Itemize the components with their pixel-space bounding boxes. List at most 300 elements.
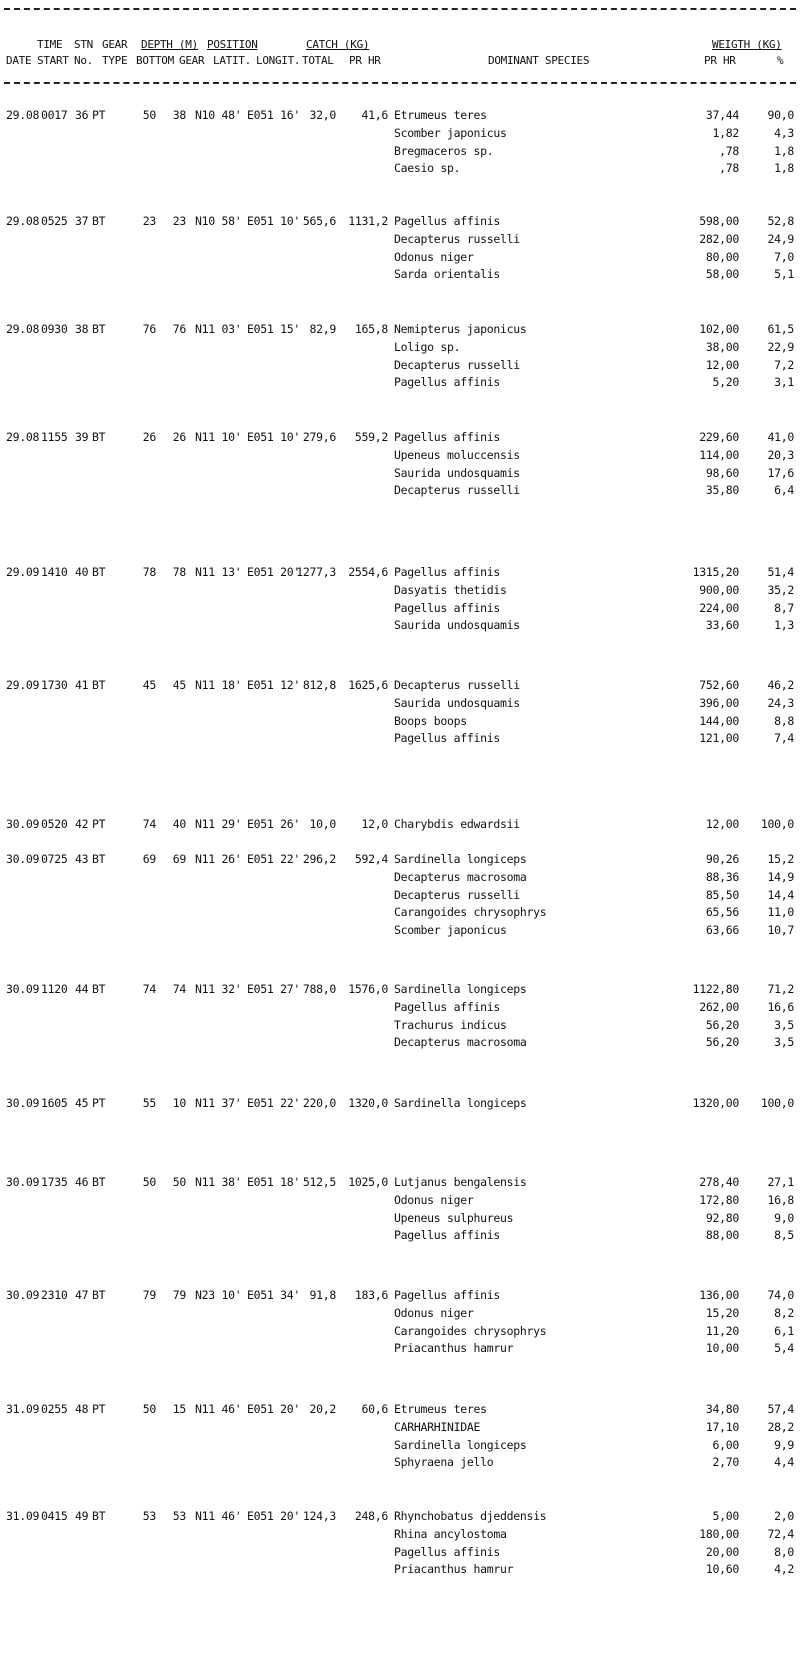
station-prhr: 60,6 (361, 1402, 388, 1416)
species-name: Priacanthus hamrur (394, 1562, 514, 1577)
station-total: 512,5 (302, 1175, 336, 1189)
station-stn: 47 (75, 1288, 89, 1302)
species-weight-prhr: ,78 (719, 161, 739, 176)
station-lat: N23 10' (195, 1288, 242, 1302)
station-stn: 42 (75, 817, 89, 831)
species-percent: 7,4 (774, 731, 794, 746)
species-percent: 51,4 (767, 565, 794, 579)
station-lat: N11 46' (195, 1509, 242, 1523)
station-time: 1155 (41, 430, 68, 444)
station-gear: 38 (172, 108, 186, 122)
species-percent: 3,1 (774, 375, 794, 390)
station-time: 0930 (41, 322, 68, 336)
station-bottom: 50 (142, 108, 156, 122)
station-bottom: 78 (142, 565, 156, 579)
species-name: Sardinella longiceps (394, 1437, 527, 1452)
station-stn: 49 (75, 1509, 89, 1523)
species-weight-prhr: 56,20 (705, 1035, 739, 1050)
species-percent: 5,1 (774, 267, 794, 282)
station-stn: 41 (75, 678, 89, 692)
species-percent: 14,9 (767, 869, 794, 884)
station-type: BT (92, 322, 106, 336)
species-weight-prhr: 12,00 (705, 817, 739, 831)
station-time: 1120 (41, 982, 68, 996)
station-lat: N10 48' (195, 108, 242, 122)
species-percent: 17,6 (767, 465, 794, 480)
station-stn: 45 (75, 1096, 89, 1110)
station-bottom: 50 (142, 1402, 156, 1416)
station-gear: 23 (172, 214, 186, 228)
station-time: 0017 (41, 108, 68, 122)
species-name: Rhina ancylostoma (394, 1526, 507, 1541)
station-type: PT (92, 817, 106, 831)
station-lat: N11 38' (195, 1175, 242, 1189)
station-prhr: 592,4 (354, 852, 388, 866)
station-total: 91,8 (309, 1288, 336, 1302)
station-date: 31.09 (6, 1509, 40, 1523)
station-bottom: 55 (142, 1096, 156, 1110)
species-name: Pagellus affinis (394, 214, 500, 228)
station-prhr: 1131,2 (348, 214, 388, 228)
station-stn: 44 (75, 982, 89, 996)
species-percent: 9,0 (774, 1210, 794, 1225)
station-type: BT (92, 852, 106, 866)
species-weight-prhr: 58,00 (705, 267, 739, 282)
station-bottom: 79 (142, 1288, 156, 1302)
species-weight-prhr: 2,70 (712, 1455, 739, 1470)
station-lat: N11 13' (195, 565, 242, 579)
species-name: Odonus niger (394, 249, 474, 264)
species-weight-prhr: 33,60 (705, 618, 739, 633)
species-weight-prhr: 63,66 (705, 923, 739, 938)
station-total: 32,0 (309, 108, 336, 122)
species-name: Caesio sp. (394, 161, 461, 176)
species-name: Loligo sp. (394, 339, 461, 354)
station-total: 279,6 (302, 430, 336, 444)
species-weight-prhr: 80,00 (705, 249, 739, 264)
station-lat: N11 32' (195, 982, 242, 996)
station-stn: 38 (75, 322, 89, 336)
header-weigth: WEIGTH (KG) (712, 38, 782, 51)
header-latit: LATIT. (213, 54, 251, 67)
species-percent: 24,9 (767, 231, 794, 246)
station-prhr: 559,2 (354, 430, 388, 444)
station-bottom: 74 (142, 817, 156, 831)
species-weight-prhr: 282,00 (699, 231, 739, 246)
species-name: Boops boops (394, 713, 467, 728)
station-type: BT (92, 430, 106, 444)
species-weight-prhr: 136,00 (699, 1288, 739, 1302)
species-percent: 1,8 (774, 161, 794, 176)
species-name: Scomber japonicus (394, 125, 507, 140)
station-date: 29.08 (6, 108, 40, 122)
species-weight-prhr: 278,40 (699, 1175, 739, 1189)
species-name: Pagellus affinis (394, 565, 500, 579)
species-weight-prhr: 98,60 (705, 465, 739, 480)
station-lon: E051 22' (247, 1096, 300, 1110)
species-name: Upeneus sulphureus (394, 1210, 514, 1225)
station-gear: 69 (172, 852, 186, 866)
species-name: Decapterus russelli (394, 887, 520, 902)
station-prhr: 1025,0 (348, 1175, 388, 1189)
species-weight-prhr: 1122,80 (692, 982, 739, 996)
species-percent: 14,4 (767, 887, 794, 902)
species-percent: 1,8 (774, 143, 794, 158)
species-percent: 61,5 (767, 322, 794, 336)
station-gear: 74 (172, 982, 186, 996)
header-position: POSITION (207, 38, 258, 51)
species-name: Etrumeus teres (394, 108, 487, 122)
species-percent: 90,0 (767, 108, 794, 122)
species-weight-prhr: 6,00 (712, 1437, 739, 1452)
station-total: 1277,3 (296, 565, 336, 579)
species-name: Saurida undosquamis (394, 695, 520, 710)
header-stn: STN (74, 38, 93, 51)
species-weight-prhr: 10,60 (705, 1562, 739, 1577)
station-lon: E051 34' (247, 1288, 300, 1302)
station-time: 1605 (41, 1096, 68, 1110)
species-percent: 8,7 (774, 600, 794, 615)
species-percent: 8,0 (774, 1544, 794, 1559)
station-time: 0525 (41, 214, 68, 228)
species-name: Lutjanus bengalensis (394, 1175, 527, 1189)
station-time: 1735 (41, 1175, 68, 1189)
species-name: Saurida undosquamis (394, 618, 520, 633)
species-weight-prhr: 88,36 (705, 869, 739, 884)
station-type: BT (92, 214, 106, 228)
station-lon: E051 16' (247, 108, 300, 122)
species-percent: 6,4 (774, 483, 794, 498)
station-total: 20,2 (309, 1402, 336, 1416)
station-date: 30.09 (6, 982, 40, 996)
station-total: 10,0 (309, 817, 336, 831)
species-weight-prhr: 1315,20 (692, 565, 739, 579)
species-weight-prhr: 121,00 (699, 731, 739, 746)
station-date: 29.08 (6, 322, 40, 336)
station-stn: 37 (75, 214, 89, 228)
species-weight-prhr: 1,82 (712, 125, 739, 140)
species-weight-prhr: 900,00 (699, 582, 739, 597)
species-name: Decapterus macrosoma (394, 869, 527, 884)
header-catch: CATCH (KG) (306, 38, 370, 51)
station-lon: E051 10' (247, 214, 300, 228)
station-gear: 79 (172, 1288, 186, 1302)
header-type: TYPE (102, 54, 128, 67)
species-weight-prhr: 12,00 (705, 357, 739, 372)
station-type: PT (92, 1096, 106, 1110)
station-type: PT (92, 1402, 106, 1416)
station-lon: E051 27' (247, 982, 300, 996)
species-name: Sarda orientalis (394, 267, 500, 282)
station-date: 30.09 (6, 817, 40, 831)
station-stn: 40 (75, 565, 89, 579)
species-name: Pagellus affinis (394, 1288, 500, 1302)
species-weight-prhr: ,78 (719, 143, 739, 158)
header-dashed-rule (4, 82, 796, 84)
species-weight-prhr: 144,00 (699, 713, 739, 728)
species-percent: 6,1 (774, 1323, 794, 1338)
species-percent: 46,2 (767, 678, 794, 692)
station-stn: 48 (75, 1402, 89, 1416)
station-date: 30.09 (6, 1096, 40, 1110)
species-percent: 100,0 (760, 817, 794, 831)
species-percent: 22,9 (767, 339, 794, 354)
station-lat: N11 46' (195, 1402, 242, 1416)
station-prhr: 248,6 (354, 1509, 388, 1523)
species-weight-prhr: 752,60 (699, 678, 739, 692)
species-name: Sardinella longiceps (394, 852, 527, 866)
station-time: 0415 (41, 1509, 68, 1523)
station-lat: N11 26' (195, 852, 242, 866)
species-percent: 3,5 (774, 1017, 794, 1032)
station-stn: 39 (75, 430, 89, 444)
species-name: Trachurus indicus (394, 1017, 507, 1032)
station-total: 296,2 (302, 852, 336, 866)
station-date: 29.09 (6, 565, 40, 579)
station-total: 788,0 (302, 982, 336, 996)
station-lon: E051 20' (247, 565, 300, 579)
species-percent: 8,5 (774, 1228, 794, 1243)
species-name: Pagellus affinis (394, 1544, 500, 1559)
station-lon: E051 26' (247, 817, 300, 831)
station-time: 0725 (41, 852, 68, 866)
species-name: Decapterus russelli (394, 678, 520, 692)
species-weight-prhr: 229,60 (699, 430, 739, 444)
species-percent: 52,8 (767, 214, 794, 228)
species-name: Etrumeus teres (394, 1402, 487, 1416)
station-total: 124,3 (302, 1509, 336, 1523)
species-name: Decapterus russelli (394, 483, 520, 498)
species-name: Carangoides chrysophrys (394, 905, 547, 920)
species-percent: 4,4 (774, 1455, 794, 1470)
species-weight-prhr: 11,20 (705, 1323, 739, 1338)
species-weight-prhr: 92,80 (705, 1210, 739, 1225)
species-percent: 2,0 (774, 1509, 794, 1523)
species-name: Rhynchobatus djeddensis (394, 1509, 547, 1523)
species-weight-prhr: 224,00 (699, 600, 739, 615)
species-weight-prhr: 38,00 (705, 339, 739, 354)
station-prhr: 1576,0 (348, 982, 388, 996)
species-name: Decapterus russelli (394, 231, 520, 246)
station-prhr: 12,0 (361, 817, 388, 831)
species-name: Decapterus macrosoma (394, 1035, 527, 1050)
species-name: Pagellus affinis (394, 430, 500, 444)
station-gear: 53 (172, 1509, 186, 1523)
header-bottom: BOTTOM (136, 54, 174, 67)
species-name: CARHARHINIDAE (394, 1419, 481, 1434)
station-type: BT (92, 1509, 106, 1523)
header-prhr: PR HR (349, 54, 381, 67)
station-prhr: 1320,0 (348, 1096, 388, 1110)
species-weight-prhr: 102,00 (699, 322, 739, 336)
station-date: 31.09 (6, 1402, 40, 1416)
header-no: No. (74, 54, 93, 67)
species-weight-prhr: 88,00 (705, 1228, 739, 1243)
species-percent: 74,0 (767, 1288, 794, 1302)
station-prhr: 2554,6 (348, 565, 388, 579)
species-name: Upeneus moluccensis (394, 447, 520, 462)
species-name: Pagellus affinis (394, 731, 500, 746)
station-type: BT (92, 1175, 106, 1189)
station-time: 1730 (41, 678, 68, 692)
species-weight-prhr: 598,00 (699, 214, 739, 228)
species-percent: 24,3 (767, 695, 794, 710)
species-weight-prhr: 180,00 (699, 1526, 739, 1541)
station-prhr: 1625,6 (348, 678, 388, 692)
header-gear-depth: GEAR (179, 54, 205, 67)
species-percent: 27,1 (767, 1175, 794, 1189)
species-name: Priacanthus hamrur (394, 1341, 514, 1356)
station-date: 29.09 (6, 678, 40, 692)
species-weight-prhr: 114,00 (699, 447, 739, 462)
station-type: PT (92, 108, 106, 122)
station-total: 812,8 (302, 678, 336, 692)
species-percent: 4,2 (774, 1562, 794, 1577)
station-lat: N11 18' (195, 678, 242, 692)
species-weight-prhr: 15,20 (705, 1305, 739, 1320)
station-lat: N11 10' (195, 430, 242, 444)
species-weight-prhr: 396,00 (699, 695, 739, 710)
top-dashed-rule (4, 8, 796, 10)
station-date: 30.09 (6, 1288, 40, 1302)
species-name: Sardinella longiceps (394, 1096, 527, 1110)
species-percent: 57,4 (767, 1402, 794, 1416)
station-type: BT (92, 678, 106, 692)
species-weight-prhr: 262,00 (699, 999, 739, 1014)
station-bottom: 69 (142, 852, 156, 866)
station-bottom: 76 (142, 322, 156, 336)
species-name: Decapterus russelli (394, 357, 520, 372)
station-date: 30.09 (6, 852, 40, 866)
station-bottom: 50 (142, 1175, 156, 1189)
species-percent: 3,5 (774, 1035, 794, 1050)
station-lat: N11 37' (195, 1096, 242, 1110)
species-name: Saurida undosquamis (394, 465, 520, 480)
species-weight-prhr: 34,80 (705, 1402, 739, 1416)
species-weight-prhr: 10,00 (705, 1341, 739, 1356)
species-percent: 7,0 (774, 249, 794, 264)
species-name: Dasyatis thetidis (394, 582, 507, 597)
header-dominant-species: DOMINANT SPECIES (488, 54, 590, 67)
species-weight-prhr: 5,20 (712, 375, 739, 390)
station-bottom: 26 (142, 430, 156, 444)
species-name: Odonus niger (394, 1192, 474, 1207)
species-weight-prhr: 35,80 (705, 483, 739, 498)
station-lon: E051 22' (247, 852, 300, 866)
species-weight-prhr: 56,20 (705, 1017, 739, 1032)
species-weight-prhr: 85,50 (705, 887, 739, 902)
species-name: Nemipterus japonicus (394, 322, 527, 336)
species-percent: 11,0 (767, 905, 794, 920)
species-percent: 28,2 (767, 1419, 794, 1434)
species-percent: 100,0 (760, 1096, 794, 1110)
species-name: Pagellus affinis (394, 999, 500, 1014)
station-stn: 36 (75, 108, 89, 122)
station-total: 82,9 (309, 322, 336, 336)
species-percent: 1,3 (774, 618, 794, 633)
species-weight-prhr: 20,00 (705, 1544, 739, 1559)
station-gear: 76 (172, 322, 186, 336)
header-time: TIME (37, 38, 63, 51)
station-date: 29.08 (6, 214, 40, 228)
species-percent: 7,2 (774, 357, 794, 372)
species-name: Scomber japonicus (394, 923, 507, 938)
species-percent: 4,3 (774, 125, 794, 140)
species-name: Odonus niger (394, 1305, 474, 1320)
species-name: Sphyraena jello (394, 1455, 494, 1470)
species-weight-prhr: 5,00 (712, 1509, 739, 1523)
species-weight-prhr: 172,80 (699, 1192, 739, 1207)
station-gear: 10 (172, 1096, 186, 1110)
species-percent: 41,0 (767, 430, 794, 444)
species-weight-prhr: 37,44 (705, 108, 739, 122)
station-prhr: 183,6 (354, 1288, 388, 1302)
species-percent: 15,2 (767, 852, 794, 866)
species-percent: 8,8 (774, 713, 794, 728)
station-stn: 43 (75, 852, 89, 866)
station-prhr: 165,8 (354, 322, 388, 336)
header-depth: DEPTH (M) (141, 38, 198, 51)
species-name: Carangoides chrysophrys (394, 1323, 547, 1338)
species-name: Pagellus affinis (394, 375, 500, 390)
species-percent: 72,4 (767, 1526, 794, 1541)
station-lon: E051 20' (247, 1402, 300, 1416)
header-longit: LONGIT. (256, 54, 301, 67)
station-lon: E051 15' (247, 322, 300, 336)
header-percent: % (777, 54, 784, 67)
species-weight-prhr: 17,10 (705, 1419, 739, 1434)
station-lon: E051 18' (247, 1175, 300, 1189)
species-percent: 16,8 (767, 1192, 794, 1207)
station-gear: 26 (172, 430, 186, 444)
header-date: DATE (6, 54, 32, 67)
station-gear: 40 (172, 817, 186, 831)
species-percent: 16,6 (767, 999, 794, 1014)
station-total: 565,6 (302, 214, 336, 228)
station-gear: 15 (172, 1402, 186, 1416)
species-percent: 9,9 (774, 1437, 794, 1452)
station-date: 29.08 (6, 430, 40, 444)
station-gear: 45 (172, 678, 186, 692)
species-percent: 35,2 (767, 582, 794, 597)
species-percent: 20,3 (767, 447, 794, 462)
species-percent: 71,2 (767, 982, 794, 996)
station-time: 1410 (41, 565, 68, 579)
station-bottom: 74 (142, 982, 156, 996)
species-name: Pagellus affinis (394, 600, 500, 615)
station-type: BT (92, 565, 106, 579)
species-name: Sardinella longiceps (394, 982, 527, 996)
station-type: BT (92, 1288, 106, 1302)
station-bottom: 53 (142, 1509, 156, 1523)
station-time: 2310 (41, 1288, 68, 1302)
station-bottom: 23 (142, 214, 156, 228)
station-prhr: 41,6 (361, 108, 388, 122)
species-weight-prhr: 1320,00 (692, 1096, 739, 1110)
station-total: 220,0 (302, 1096, 336, 1110)
station-lat: N11 03' (195, 322, 242, 336)
station-lat: N11 29' (195, 817, 242, 831)
station-date: 30.09 (6, 1175, 40, 1189)
species-weight-prhr: 90,26 (705, 852, 739, 866)
station-type: BT (92, 982, 106, 996)
station-lon: E051 12' (247, 678, 300, 692)
station-gear: 78 (172, 565, 186, 579)
station-gear: 50 (172, 1175, 186, 1189)
species-name: Bregmaceros sp. (394, 143, 494, 158)
species-percent: 10,7 (767, 923, 794, 938)
species-name: Pagellus affinis (394, 1228, 500, 1243)
